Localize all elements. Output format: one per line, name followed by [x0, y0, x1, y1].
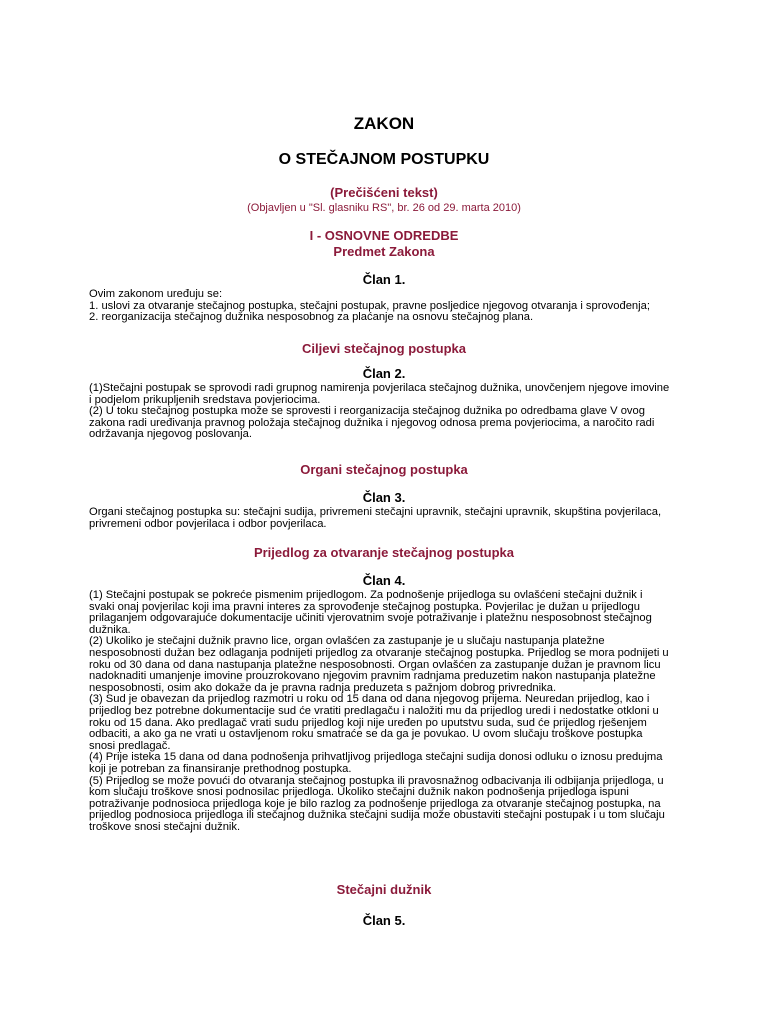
law-title: ZAKON	[353, 114, 415, 133]
text-line: (1)Stečajni postupak se sprovodi radi grupnog namirenja povjerilaca stečajnog dužnika, unovčenjem njegove imovine	[89, 382, 670, 394]
publication-note: (Objavljen u "Sl. glasniku RS", br. 26 od 29. marta 2010)	[247, 202, 521, 214]
text-line: kom slučaju troškove snosi podnosilac prijedloga. Ukoliko stečajni dužnik nakon podnošenja prijedloga ispuni	[89, 786, 629, 799]
text-line: nesposobnosti, osim ako dokaže da je pravna radnja preduzeta s pažnjom dobrog privrednika.	[89, 681, 557, 694]
article-body	[89, 289, 679, 324]
article-number: Član 1.	[362, 272, 406, 287]
part-heading: I - OSNOVNE ODREDBE	[309, 228, 459, 243]
text-line: nadoknaditi umanjenje imovine prouzrokovano njegovim pravnim radnjama preduzetim nakon nastupanja platežne	[89, 670, 656, 683]
article-number: Član 4.	[362, 573, 406, 588]
text-line: odbaciti, a ako ga ne vrati u ostavljenom roku smatraće se da ga je povukao. U ovom slučaju troškove postupka	[89, 728, 643, 741]
text-line: roku od 30 dana od dana nastupanja platežne nesposobnosti. Organ ovlašćen za zastupanje dužan je pravnom licu	[89, 658, 661, 671]
article-number: Član 2.	[362, 366, 406, 381]
text-line: (2) U toku stečajnog postupka može se sprovesti i reorganizacija stečajnog dužnika po odredbama glave V ovog	[89, 405, 645, 418]
text-line: privremeni odbor povjerilaca i odbor povjerilaca.	[89, 517, 327, 530]
text-line: i podjelom prikupljenih sredstava povjeriocima.	[89, 393, 321, 406]
section-heading: Organi stečajnog postupka	[300, 462, 468, 477]
text-line: održavanja njegovog poslovanja.	[89, 428, 252, 441]
section-heading: Predmet Zakona	[333, 244, 435, 259]
text-line: (3) Sud je obavezan da prijedlog razmotri u roku od 15 dana od dana njegovog prijema. Neuredan prijedlog, kao i	[89, 693, 650, 706]
article-number: Član 3.	[362, 490, 406, 505]
text-line: zakona radi uređivanja pravnog položaja stečajnog dužnika i njegovog odnosa prema povjeriocima, a naročito radi	[89, 416, 655, 429]
text-line: roku od 15 dana. Ako predlagač vrati sudu prijedlog koji nije uređen po uputstvu suda, sud će prijedlog rješenjem	[89, 716, 647, 729]
article-body	[89, 590, 679, 833]
article-body	[89, 383, 679, 441]
text-line: dužnika.	[89, 623, 131, 636]
text-line: snosi predlagač.	[89, 739, 171, 752]
text-line: koji je potreban za finansiranje prethodnog postupka.	[89, 762, 352, 775]
section-heading: Prijedlog za otvaranje stečajnog postupka	[253, 545, 515, 560]
text-line: potraživanje podnosioca prijedloga koje je bilo razlog za podnošenje prijedloga za otvaranje stečajnog postupka, na	[89, 797, 661, 810]
text-line: prijedlog bez potrebne dokumentacije sud će vratiti predlagaču i naložiti mu da prijedlog uredi i nedostatke otkloni u	[89, 704, 659, 717]
text-line: (4) Prije isteka 15 dana od dana podnošenja prihvatljivog prijedloga stečajni sudija donosi odluku o iznosu predujma	[89, 751, 663, 764]
article-number: Član 5.	[362, 913, 406, 928]
text-line: prijedlog podnosioca prijedloga ili stečajnog dužnika stečajni sudija može obustaviti stečajni postupak i u tom slučaju	[89, 809, 665, 822]
text-line: (1) Stečajni postupak se pokreće pismenim prijedlogom. Za podnošenje prijedloga su ovlašćeni stečajni dužnik i	[89, 589, 643, 601]
article-body	[89, 507, 679, 530]
section-heading: Stečajni dužnik	[336, 882, 432, 897]
text-line: (5) Prijedlog se može povući do otvaranja stečajnog postupka ili pravosnažnog odbacivanja ili odbijanja prijedloga, u	[89, 774, 664, 787]
text-line: prilaganjem odgovarajuće dokumentacije učiniti vjerovatnim svoje potraživanje i platežnu nesposobnost stečajnog	[89, 612, 652, 625]
text-line: nesposobnosti dužan bez odlaganja podnijeti prijedlog za otvaranje stečajnog postupka. Prijedlog se mora podnijeti u	[89, 646, 669, 659]
text-line: 2. reorganizacija stečajnog dužnika nesposobnog za plaćanje na osnovu stečajnog plana.	[89, 311, 534, 324]
text-line: Ovim zakonom uređuju se:	[89, 288, 223, 300]
text-line: troškove snosi stečajni dužnik.	[89, 820, 241, 833]
text-line: Organi stečajnog postupka su: stečajni sudija, privremeni stečajni upravnik, stečajni upravnik, skupština povjerilaca,	[89, 506, 662, 518]
text-line: (2) Ukoliko je stečajni dužnik pravno lice, organ ovlašćen za zastupanje je u slučaju nastupanja platežne	[89, 635, 605, 648]
text-line: 1. uslovi za otvaranje stečajnog postupka, stečajni postupak, pravne posljedice njegovog otvaranja i sprovođenja;	[89, 299, 650, 312]
text-line: svaki onaj povjerilac koji ima pravni interes za sprovođenje stečajnog postupka. Povjerilac je dužan u prijedlogu	[89, 600, 640, 613]
law-subtitle: O STEČAJNOM POSTUPKU	[278, 151, 490, 168]
cleaned-text-label: (Prečišćeni tekst)	[330, 185, 438, 200]
section-heading: Ciljevi stečajnog postupka	[302, 341, 466, 356]
